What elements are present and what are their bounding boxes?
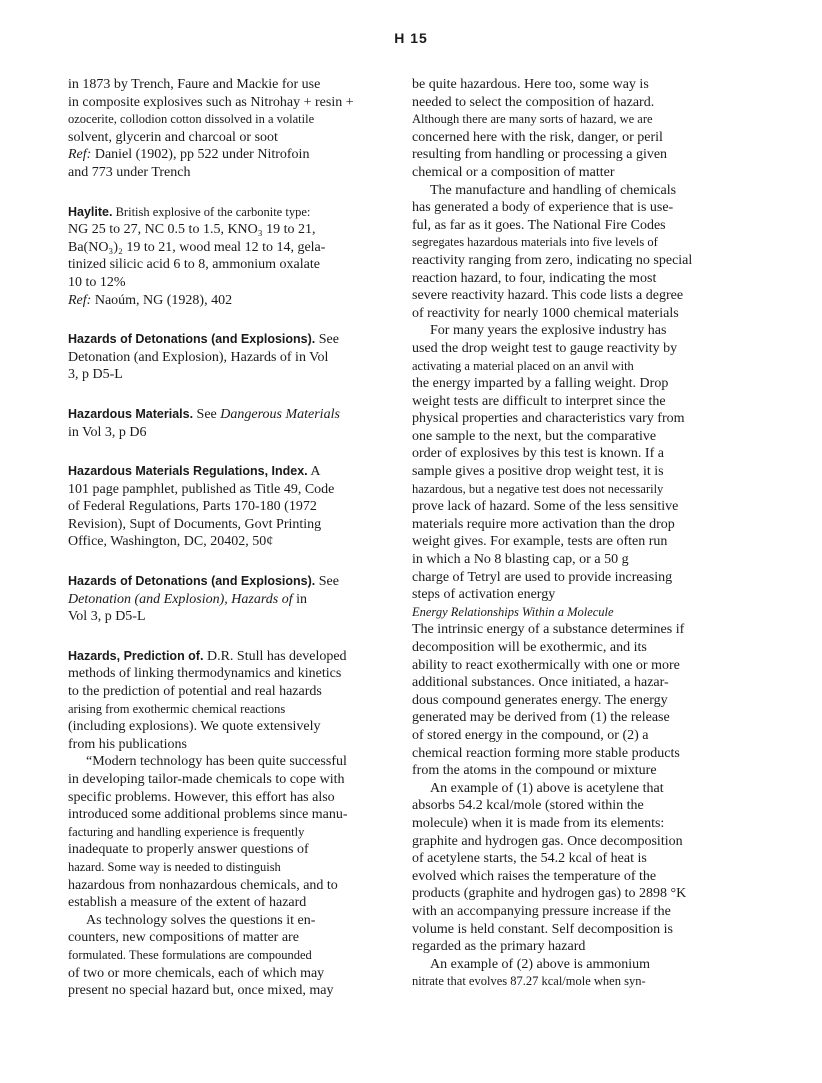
text-line: facturing and handling experience is frequently	[68, 824, 305, 839]
entry-first-line	[68, 573, 380, 591]
entry-heading: Hazards, Prediction of.	[68, 648, 204, 663]
text-line: generated may be derived from (1) the release	[412, 710, 670, 726]
text-line: reaction hazard, to four, indicating the most	[412, 270, 657, 286]
text-line: present no special hazard but, once mixed, may	[68, 983, 334, 999]
entry-text: See	[193, 406, 221, 422]
entry-hazards-of-detonations-2	[68, 573, 380, 626]
text-line: has generated a body of experience that is use-	[412, 200, 674, 216]
paragraph	[412, 322, 732, 604]
text-line: one sample to the next, but the comparative	[412, 428, 657, 444]
text-line: chemical or a composition of matter	[412, 164, 615, 180]
text-line: NG 25 to 27, NC 0.5 to 1.5, KNO₃ 19 to 21,	[68, 222, 316, 238]
text-line: ful, as far as it goes. The National Fire Codes	[412, 217, 666, 233]
entry-continuation	[68, 76, 380, 182]
text-line: resulting from handling or processing a given	[412, 147, 668, 163]
text-line: of acetylene starts, the 54.2 kcal of heat is	[412, 851, 647, 867]
entry-text: in	[292, 591, 308, 607]
text-line: Revision), Supt of Documents, Govt Printing	[68, 516, 322, 532]
text-line: formulated. These formulations are compounded	[68, 947, 312, 962]
text-line: ozocerite, collodion cotton dissolved in a volatile	[68, 112, 315, 127]
text-line: of reactivity for nearly 1000 chemical materials	[412, 305, 679, 321]
paragraph	[412, 182, 732, 323]
text-line	[68, 591, 380, 609]
text-line: hazardous, but a negative test does not necessarily	[412, 481, 664, 496]
text-line: prove lack of hazard. Some of the less sensitive	[412, 499, 679, 515]
text-line: in composite explosives such as Nitrohay + resin +	[68, 94, 354, 110]
text-line: The manufacture and handling of chemicals	[430, 182, 677, 198]
ref-label: Ref:	[68, 292, 92, 308]
text-line: Office, Washington, DC, 20402, 50¢	[68, 534, 274, 550]
text-line: used the drop weight test to gauge reactivity by	[412, 340, 678, 356]
text-line: dous compound generates energy. The energy	[412, 692, 668, 708]
text-line: in developing tailor-made chemicals to cope with	[68, 772, 345, 787]
text-line: volume is held constant. Self decomposition is	[412, 921, 673, 937]
entry-heading: Haylite.	[68, 204, 113, 219]
entry-first-line	[68, 406, 380, 424]
entry-heading: Hazardous Materials.	[68, 406, 194, 421]
text-line: Ba(NO₃)₂ 19 to 21, wood meal 12 to 14, gela-	[68, 239, 326, 255]
entry-heading: Hazardous Materials Regulations, Index.	[68, 464, 308, 479]
text-line: evolved which raises the temperature of the	[412, 868, 657, 884]
cross-reference: Detonation (and Explosion), Hazards of	[68, 591, 293, 607]
text-line: As technology solves the questions it en-	[86, 912, 316, 928]
entry-first-line	[68, 463, 380, 481]
text-line: to the prediction of potential and real hazards	[68, 684, 322, 700]
entry-heading: Hazards of Detonations (and Explosions).	[68, 332, 316, 347]
text-line: For many years the explosive industry has	[430, 323, 667, 339]
reference-line	[68, 292, 380, 310]
left-column	[68, 76, 380, 1022]
entry-hazards-of-detonations	[68, 331, 380, 384]
text-line: The intrinsic energy of a substance determines if	[412, 622, 685, 638]
text-line: decomposition will be exothermic, and its	[412, 640, 647, 655]
text-line: An example of (2) above is ammonium	[430, 956, 651, 972]
text-line: concerned here with the risk, danger, or peril	[412, 129, 663, 145]
text-line: of stored energy in the compound, or (2) a	[412, 727, 649, 743]
text-line: steps of activation energy	[412, 587, 556, 603]
text-line: from the atoms in the compound or mixture	[412, 763, 657, 779]
section-subheading: Energy Relationships Within a Molecule	[412, 604, 614, 619]
text-line: regarded as the primary hazard	[412, 939, 586, 955]
text-line: from his publications	[68, 736, 187, 752]
text-line: hazard. Some way is needed to distinguish	[68, 859, 281, 874]
text-line: additional substances. Once initiated, a hazar-	[412, 675, 669, 691]
text-line: in Vol 3, p D6	[68, 424, 147, 440]
entry-text: A	[307, 464, 321, 480]
entry-hazards-prediction	[68, 648, 380, 1000]
text-line: be quite hazardous. Here too, some way is	[412, 77, 649, 92]
reference-line	[68, 146, 380, 164]
text-line: Detonation (and Explosion), Hazards of in Vol	[68, 349, 329, 365]
text-line: materials require more activation than the drop	[412, 516, 675, 532]
text-line: the energy imparted by a falling weight. Drop	[412, 376, 669, 392]
text-line: arising from exothermic chemical reactions	[68, 701, 286, 716]
text-line: nitrate that evolves 87.27 kcal/mole when syn-	[412, 974, 646, 989]
text-line: graphite and hydrogen gas. Once decomposition	[412, 833, 683, 849]
text-line: introduced some additional problems since manu-	[68, 807, 348, 823]
text-line: hazardous from nonhazardous chemicals, and to	[68, 877, 338, 893]
paragraph	[412, 621, 732, 779]
text-line: tinized silicic acid 6 to 8, ammonium oxalate	[68, 257, 320, 273]
entry-text: D.R. Stull has developed	[203, 648, 347, 664]
text-line: methods of linking thermodynamics and kinetics	[68, 666, 342, 682]
text-line: of Federal Regulations, Parts 170-180 (1972	[68, 499, 317, 515]
text-line: An example of (1) above is acetylene that	[430, 780, 664, 796]
text-line: absorbs 54.2 kcal/mole (stored within the	[412, 798, 644, 814]
entry-haylite	[68, 204, 380, 310]
text-line: “Modern technology has been quite successful	[86, 754, 347, 770]
text-line: order of explosives by this test is known. If a	[412, 446, 664, 462]
paragraph	[412, 76, 732, 182]
text-line: with an accompanying pressure increase if the	[412, 903, 671, 919]
text-line: Vol 3, p D5-L	[68, 609, 146, 625]
text-line: segregates hazardous materials into five levels of	[412, 235, 658, 250]
ref-text: Naoúm, NG (1928), 402	[91, 292, 233, 308]
ref-label: Ref:	[68, 147, 92, 163]
page-header: H 15	[394, 30, 428, 46]
entry-hazardous-materials	[68, 406, 380, 441]
entry-text: British explosive of the carbonite type:	[112, 204, 311, 219]
reference-line: and 773 under Trench	[68, 164, 191, 180]
text-line: chemical reaction forming more stable products	[412, 745, 680, 761]
entry-first-line	[68, 331, 380, 349]
text-line: inadequate to properly answer questions of	[68, 842, 309, 858]
cross-reference: Dangerous Materials	[220, 406, 340, 422]
text-line: solvent, glycerin and charcoal or soot	[68, 129, 278, 145]
text-line: weight gives. For example, tests are often run	[412, 534, 668, 550]
entry-first-line	[68, 648, 380, 666]
text-line: ability to react exothermically with one or more	[412, 657, 680, 673]
entry-first-line	[68, 204, 380, 222]
text-line: (including explosions). We quote extensively	[68, 719, 321, 735]
text-line: reactivity ranging from zero, indicating no special	[412, 252, 693, 268]
text-line: products (graphite and hydrogen gas) to 2898 °K	[412, 886, 687, 902]
entry-text: See	[315, 332, 339, 348]
entry-text: See	[315, 574, 339, 590]
right-column	[412, 76, 732, 991]
text-line: activating a material placed on an anvil with	[412, 358, 634, 373]
text-line: specific problems. However, this effort has also	[68, 789, 335, 805]
text-line: counters, new compositions of matter are	[68, 930, 299, 946]
text-line: molecule) when it is made from its elements:	[412, 815, 665, 831]
text-line: 10 to 12%	[68, 274, 126, 290]
ref-text: Daniel (1902), pp 522 under Nitrofoin	[91, 147, 310, 163]
text-line: physical properties and characteristics vary from	[412, 411, 685, 427]
text-line: severe reactivity hazard. This code lists a degree	[412, 288, 684, 304]
text-line: weight tests are difficult to interpret since the	[412, 393, 666, 409]
text-line: needed to select the composition of hazard.	[412, 94, 655, 110]
text-line: in 1873 by Trench, Faure and Mackie for use	[68, 77, 321, 92]
text-line: establish a measure of the extent of hazard	[68, 895, 307, 911]
text-line: 101 page pamphlet, published as Title 49, Code	[68, 481, 335, 497]
text-line: sample gives a positive drop weight test, it is	[412, 464, 664, 480]
entry-heading: Hazards of Detonations (and Explosions).	[68, 574, 316, 589]
paragraph	[412, 956, 732, 991]
entry-hazardous-materials-regulations	[68, 463, 380, 551]
text-line: of two or more chemicals, each of which may	[68, 965, 325, 981]
paragraph	[412, 780, 732, 956]
text-line: in which a No 8 blasting cap, or a 50 g	[412, 552, 629, 568]
text-line: Although there are many sorts of hazard, we are	[412, 112, 653, 127]
text-line: 3, p D5-L	[68, 367, 123, 383]
text-line: charge of Tetryl are used to provide increasing	[412, 569, 673, 585]
